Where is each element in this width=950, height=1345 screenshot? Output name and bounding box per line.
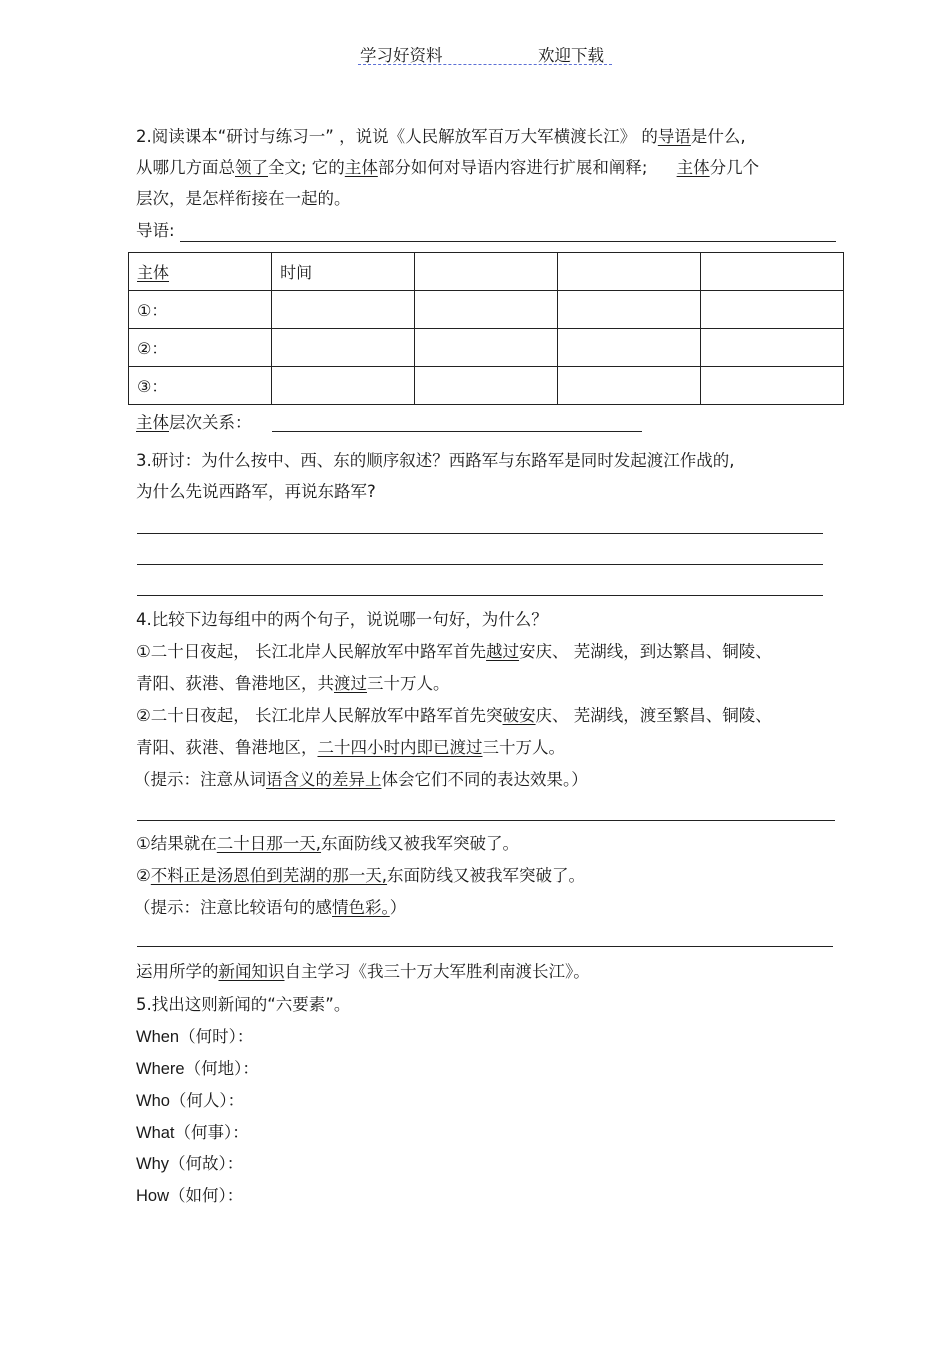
q4-pair2-sentence-1: ①结果就在二十日那一天,东面防线又被我军突破了。 [136,834,520,853]
q3-answer-line[interactable] [137,533,823,534]
q2-line-1: 2.阅读课本“研讨与练习一” ，说说《人民解放军百万大军横渡长江》 的导语是什么, [136,127,746,146]
table-cell[interactable] [701,291,844,329]
relation-label: 主体层次关系： [136,413,252,432]
q4-title: 4.比较下边每组中的两个句子，说说哪一句好，为什么？ [136,610,548,629]
table-cell[interactable] [415,253,558,291]
table-cell[interactable] [558,367,701,405]
q3-line-2: 为什么先说西路军，再说东路军? [136,482,376,501]
header-dashed-rule [358,64,612,65]
table-cell: ③： [129,367,272,405]
six-element-how: How（如何）： [136,1187,244,1205]
six-element-when: When（何时）： [136,1028,254,1046]
table-cell: 主体 [129,253,272,291]
daoyu-answer-line[interactable] [180,241,836,242]
table-cell[interactable] [415,329,558,367]
structure-table [128,252,844,405]
q4-sentence-2b: 青阳、荻港、鲁港地区，二十四小时内即已渡过三十万人。 [136,738,565,757]
q5-title: 5.找出这则新闻的“六要素”。 [136,995,351,1014]
table-row [129,329,844,367]
table-cell[interactable] [272,291,415,329]
table-cell: ②： [129,329,272,367]
six-element-who: Who（何人）： [136,1092,245,1110]
table-cell[interactable] [558,253,701,291]
q3-line-1: 3.研讨：为什么按中、西、东的顺序叙述？西路军与东路军是同时发起渡江作战的, [136,451,735,470]
relation-answer-line[interactable] [272,431,642,432]
daoyu-label: 导语: [136,221,175,240]
q4-hint-1: （提示：注意从词语含义的差异上体会它们不同的表达效果。） [134,770,588,789]
q4-pair2-sentence-2: ②不料正是汤恩伯到芜湖的那一天,东面防线又被我军突破了。 [136,866,586,885]
table-cell[interactable] [558,291,701,329]
q4-sentence-1a: ①二十日夜起， 长江北岸人民解放军中路军首先越过安庆、 芜湖线，到达繁昌、铜陵、 [136,642,772,661]
table-cell[interactable] [415,291,558,329]
q4-hint-2: （提示：注意比较语句的感情色彩。） [134,898,407,917]
header-right: 欢迎下载 [538,46,604,65]
q2-line-3: 层次，是怎样衔接在一起的。 [136,189,351,208]
table-cell: 时间 [272,253,415,291]
q2-line-2: 从哪几方面总领了全文; 它的主体部分如何对导语内容进行扩展和阐释; 主体分几个 [136,158,760,177]
q3-answer-line[interactable] [137,564,823,565]
six-element-why: Why（何故）： [136,1155,244,1173]
q4-sentence-1b: 青阳、荻港、鲁港地区，共渡过三十万人。 [136,674,450,693]
six-element-what: What（何事）： [136,1124,249,1142]
table-cell[interactable] [272,367,415,405]
table-row [129,291,844,329]
six-element-where: Where（何地）： [136,1060,259,1078]
q4-sentence-2a: ②二十日夜起， 长江北岸人民解放军中路军首先突破安庆、 芜湖线，渡至繁昌、铜陵、 [136,706,772,725]
table-cell[interactable] [701,253,844,291]
q3-answer-line[interactable] [137,595,823,596]
header-left: 学习好资料 [360,46,443,65]
table-row [129,253,844,291]
q4-answer-line-2[interactable] [137,946,833,947]
table-row [129,367,844,405]
table-cell[interactable] [701,367,844,405]
q5-intro: 运用所学的新闻知识自主学习《我三十万大军胜利南渡长江》。 [136,962,590,981]
table-cell: ①： [129,291,272,329]
table-cell[interactable] [558,329,701,367]
table-cell[interactable] [701,329,844,367]
table-cell[interactable] [272,329,415,367]
q4-answer-line[interactable] [137,820,835,821]
table-cell[interactable] [415,367,558,405]
